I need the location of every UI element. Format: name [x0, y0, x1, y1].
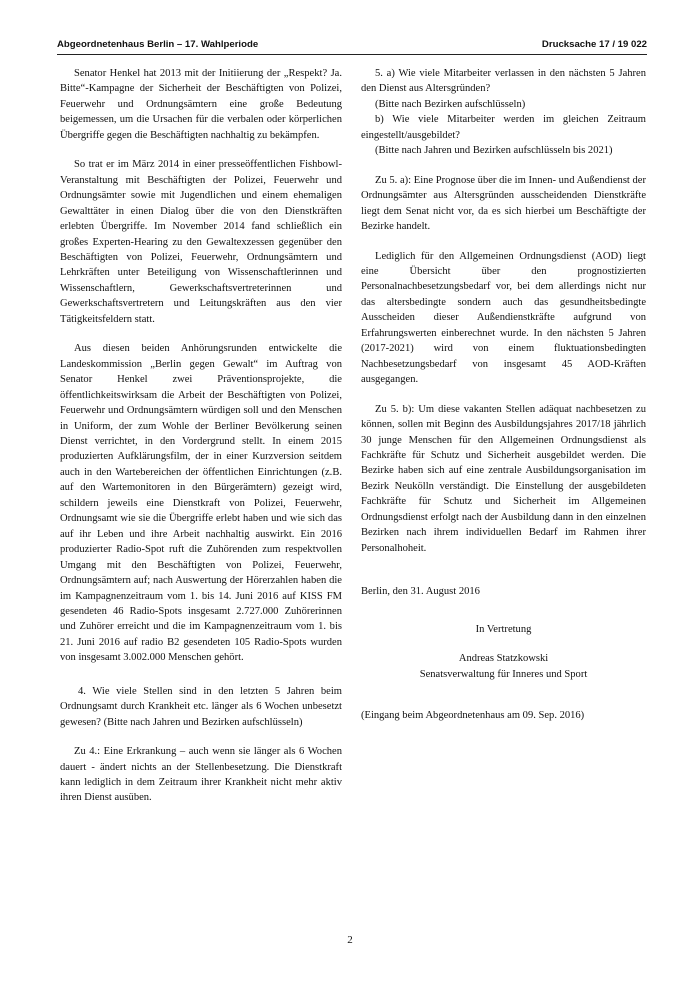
document-header: [57, 38, 647, 55]
question-5a: 5. a) Wie viele Mitarbeiter verlassen in den nächsten 5 Jahren den Dienst aus Altersgründen?: [361, 68, 646, 95]
paragraph-prevention-projects: Aus diesen beiden Anhörungsrunden entwickelte die Landeskommission „Berlin gegen Gewalt“ im Auftrag von Senator Henkel zwei Präventionsprojekte, die öffentlichkeitswirksam die Arbeit der Beschäftigten von Polizei, Feuerwehr und Ordnungsämtern würdigen soll und den Menschen in Uniform, der zum Wohle der Berliner Bevölkerung seinen Dienst verrichtet, in den Vordergrund stellt. In einem 2015 produzierten Aufklärungsfilm, der in einer Kurzversion seitdem auch in den Wartebereichen der öffentlichen Einrichtungen (z.B. auf den Wartemonitoren in den Bürgerämtern) gezeigt wird, schildern jeweils eine Dienstkraft von Polizei, Feuerwehr, Ordnungsamt wie sie die Übergriffe erlebt haben und wie sich das auf ihr Leben und ihre Arbeit nachhaltig auswirkt. Ein 2016 produzierter Radio-Spot ruft die Zuhörenden zum respektvollen Umgang mit den Beschäftigten von Polizei, Feuerwehr, Ordnungsämtern auf; nach Auswertung der Hörerzahlen haben die im Kampagnenzeitraum vom 1. bis 14. Juni 2016 auf KISS FM gesendeten 46 Radio-Spots insgesamt 2.727.000 Zuhörerinnen und Zuhörer erreicht und die im Kampagnenzeitraum vom 1. bis 21. Juni 2016 auf radio B2 gesendeten 105 Radio-Spots wurden von insgesamt 3.002.000 Menschen gehört.: [60, 343, 342, 664]
header-document-number: Drucksache 17 / 19 022: [541, 39, 647, 50]
left-column: [60, 66, 342, 806]
answer-5a: Zu 5. a): Eine Prognose über die im Innen- und Außendienst der Ordnungsämter aus Altersgründen ausscheidenden Dienstkräfte liegt dem Senat nicht vor, da es sich hierbei um Beschäftigte der Bezirke handelt.: [361, 174, 646, 233]
receipt-note: (Eingang beim Abgeordnetenhaus am 09. Sep. 2016): [361, 709, 585, 721]
paragraph-campaign-intro: Senator Henkel hat 2013 mit der Initiierung der „Respekt? Ja. Bitte“-Kampagne der Sicherheit der Beschäftigten von Polizei, Feuerwehr und Ordnungsämtern eine große Bedeutung beigemessen, um die Ursachen für die verbalen oder körperlichen Übergriffe gegen die Beschäftigten nachhaltig zu bekämpfen.: [60, 68, 342, 141]
answer-5b: Zu 5. b): Um diese vakanten Stellen adäquat nachbesetzen zu können, sollen mit Beginn des Ausbildungsjahres 2017/18 jährlich 30 junge Menschen für den Allgemeinen Ordnungsdienst als Fachkräfte für Schutz und Sicherheit ausgebildet werden. Die Bezirke haben sich auf eine zentrale Ausbildungsorganisation im Bezirk Neukölln verständigt. Die Einstellung der ausgebildeten Fachkräfte für Schutz und Sicherheit im Allgemeinen Ordnungsdienst erfolgt nach der Ausbildung dann in den einzelnen Bezirken nach ihrem individuellen Bedarf im Rahmen ihrer Personalhoheit.: [361, 403, 646, 554]
header-parliament-title: Abgeordnetenhaus Berlin – 17. Wahlperiode: [57, 39, 259, 50]
question-4: 4. Wie viele Stellen sind in den letzten 5 Jahren beim Ordnungsamt durch Krankheit etc. länger als 6 Wochen unbesetzt gewesen? (Bitte nach Jahren und Bezirken aufschlüsseln): [60, 685, 342, 728]
signer-name: Andreas Statzkowski: [458, 653, 549, 665]
signer-office: Senatsverwaltung für Inneres und Sport: [419, 668, 588, 680]
page-number: 2: [347, 934, 353, 946]
question-5b-note: (Bitte nach Jahren und Bezirken aufschlüsseln bis 2021): [375, 145, 613, 157]
question-5b: b) Wie viele Mitarbeiter werden im gleichen Zeitraum eingestellt/ausgebildet?: [361, 114, 646, 141]
signature-date: Berlin, den 31. August 2016: [361, 586, 480, 598]
answer-5a-aod: Lediglich für den Allgemeinen Ordnungsdienst (AOD) liegt eine Übersicht über den prognostizierten Personalnachbesetzungsbedarf vor, bei dem allerdings nicht nur das altersbedingte sondern auch das gesundheitsbedingte Ausscheiden dieser Außendienstkräfte aufgrund von Erfahrungswerten einberechnet wurde. In den nächsten 5 Jahren (2017-2021) wird von einem fluktuationsbedingten Nachbesetzungsbedarf von insgesamt 45 AOD-Kräften ausgegangen.: [361, 250, 646, 386]
answer-4: Zu 4.: Eine Erkrankung – auch wenn sie länger als 6 Wochen dauert - ändert nichts an der Stellenbesetzung. Die Dienstkraft kann lediglich in dem Zeitraum ihrer Krankheit nicht mehr aktiv ihren Dienst ausüben.: [60, 746, 342, 804]
right-column: [361, 66, 646, 723]
question-5a-note: (Bitte nach Bezirken aufschlüsseln): [375, 98, 526, 110]
signature-vertretung: In Vertretung: [475, 623, 532, 635]
paragraph-fishbowl-event: So trat er im März 2014 in einer presseöffentlichen Fishbowl-Veranstaltung mit Beschäftigten der Polizei, Feuerwehr und Ordnungsämter sowie mit Jugendlichen und einem ehemaligen Gewalttäter in einen Dialog über die von den Dienstkräften erlebten Übergriffe. Im November 2014 fand schließlich ein großes Experten-Hearing zu den Gewaltexzessen gegenüber den Beschäftigten von Polizei, Feuerwehr, Ordnungsämtern und Lehrkräften unter Beteiligung von Wissenschaftlerinnen und Wissenschaftlern, Gewerkschaftsvertreterinnen und Gewerkschaftsvertretern und Leitungskräften aus den vier Tätigkeitsfeldern statt.: [60, 159, 342, 325]
